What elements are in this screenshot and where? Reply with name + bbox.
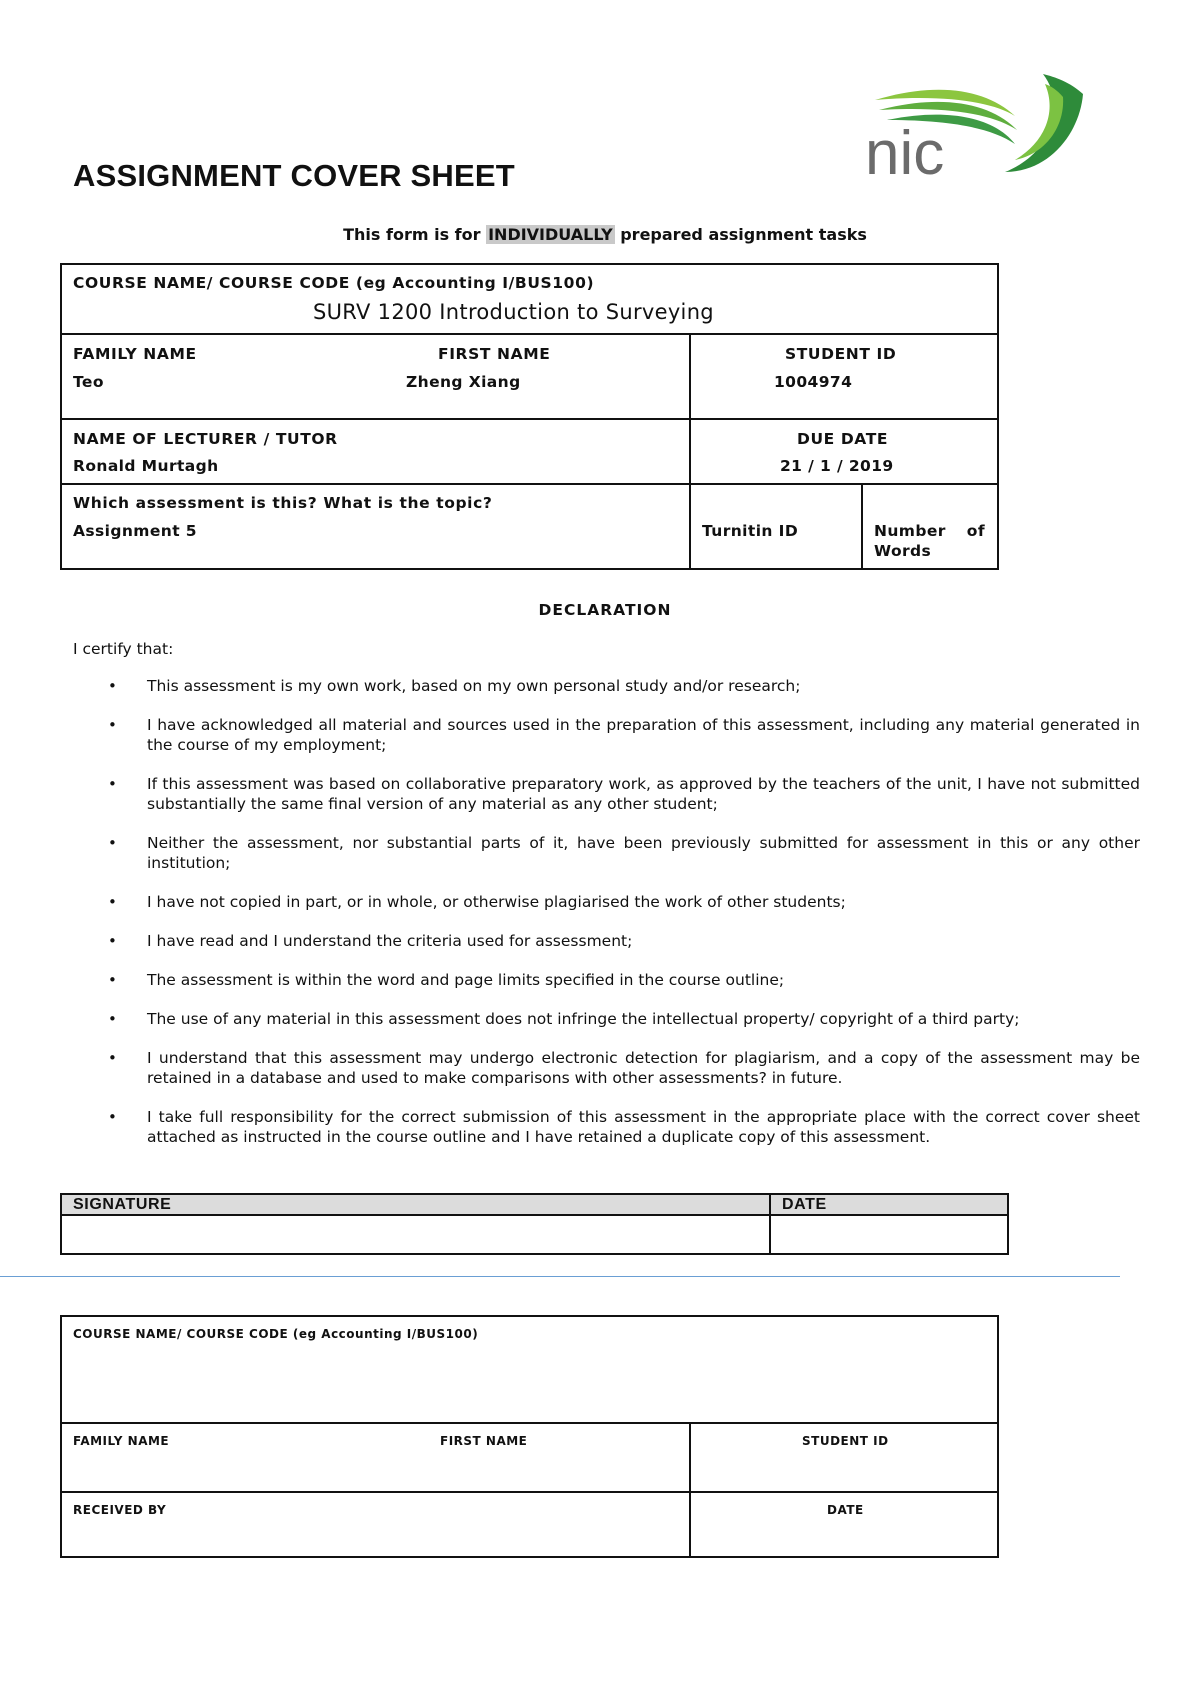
receipt-family-name-label: FAMILY NAME	[73, 1434, 170, 1448]
bullet-icon: •	[108, 1049, 117, 1067]
list-item: • This assessment is my own work, based on my own personal study and/or research;	[108, 677, 801, 695]
list-item: • I have not copied in part, or in whole, or otherwise plagiarised the work of other students;	[108, 893, 846, 911]
signature-date-label: DATE	[782, 1196, 827, 1213]
list-item: • Neither the assessment, nor substantial parts of it, have been previously submitted for assessment in this or any other institution;	[108, 834, 1140, 872]
receipt-student-id-label: STUDENT ID	[802, 1434, 889, 1448]
signature-date-field[interactable]	[773, 1218, 1005, 1252]
assessment-label: Which assessment is this? What is the topic?	[73, 494, 493, 512]
intro-text: This form is for INDIVIDUALLY prepared assignment tasks	[343, 225, 867, 244]
list-item: • The use of any material in this assessment does not infringe the intellectual property/ copyright of a third party;	[108, 1010, 1020, 1028]
nic-logo	[865, 72, 1090, 187]
bullet-icon: •	[108, 932, 117, 950]
due-date-label: DUE DATE	[797, 430, 889, 448]
family-name-value: Teo	[73, 373, 104, 391]
separator-line	[0, 1276, 1120, 1277]
bullet-icon: •	[108, 716, 117, 734]
bullet-icon: •	[108, 893, 117, 911]
student-id-value: 1004974	[774, 373, 853, 391]
list-item: • If this assessment was based on collaborative preparatory work, as approved by the teachers of the unit, I have not submitted substantially the same final version of any material as any other student;	[108, 775, 1140, 813]
signature-label: SIGNATURE	[73, 1196, 172, 1213]
receipt-received-by-label: RECEIVED BY	[73, 1503, 167, 1517]
lecturer-label: NAME OF LECTURER / TUTOR	[73, 430, 338, 448]
receipt-date-label: DATE	[827, 1503, 864, 1517]
list-item: • I have read and I understand the criteria used for assessment;	[108, 932, 633, 950]
words-label-line1: Number of	[874, 522, 985, 540]
bullet-icon: •	[108, 677, 117, 695]
bullet-icon: •	[108, 834, 117, 852]
declaration-list	[73, 676, 1140, 1166]
turnitin-label: Turnitin ID	[702, 522, 799, 540]
receipt-course-label: COURSE NAME/ COURSE CODE (eg Accounting I/BUS100)	[73, 1327, 479, 1341]
bullet-icon: •	[108, 1010, 117, 1028]
due-date-value: 21 / 1 / 2019	[780, 457, 894, 475]
course-label: COURSE NAME/ COURSE CODE (eg Accounting I/BUS100)	[73, 274, 595, 292]
course-value: SURV 1200 Introduction to Surveying	[313, 300, 714, 324]
certify-text: I certify that:	[73, 640, 174, 658]
first-name-value: Zheng Xiang	[406, 373, 521, 391]
list-item: • I have acknowledged all material and sources used in the preparation of this assessment, including any material generated in the course of my employment;	[108, 716, 1140, 754]
first-name-label: FIRST NAME	[438, 345, 551, 363]
list-item: • I understand that this assessment may undergo electronic detection for plagiarism, and a copy of the assessment may be retained in a database and used to make comparisons with other assessments? in future.	[108, 1049, 1140, 1087]
family-name-label: FAMILY NAME	[73, 345, 197, 363]
lecturer-value: Ronald Murtagh	[73, 457, 219, 475]
receipt-first-name-label: FIRST NAME	[440, 1434, 528, 1448]
bullet-icon: •	[108, 775, 117, 793]
declaration-title: DECLARATION	[538, 601, 672, 619]
student-id-label: STUDENT ID	[785, 345, 897, 363]
assessment-value: Assignment 5	[73, 522, 197, 540]
signature-field[interactable]	[64, 1218, 766, 1252]
words-label-line2: Words	[874, 542, 932, 560]
intro-highlight: INDIVIDUALLY	[488, 225, 613, 244]
bullet-icon: •	[108, 1108, 117, 1126]
bullet-icon: •	[108, 971, 117, 989]
logo-text: nic	[865, 119, 945, 187]
list-item: • The assessment is within the word and page limits specified in the course outline;	[108, 971, 785, 989]
page-title: ASSIGNMENT COVER SHEET	[73, 158, 515, 193]
list-item: • I take full responsibility for the correct submission of this assessment in the appropriate place with the correct cover sheet attached as instructed in the course outline and I have retained a duplicate copy of this assessment.	[108, 1108, 1140, 1146]
